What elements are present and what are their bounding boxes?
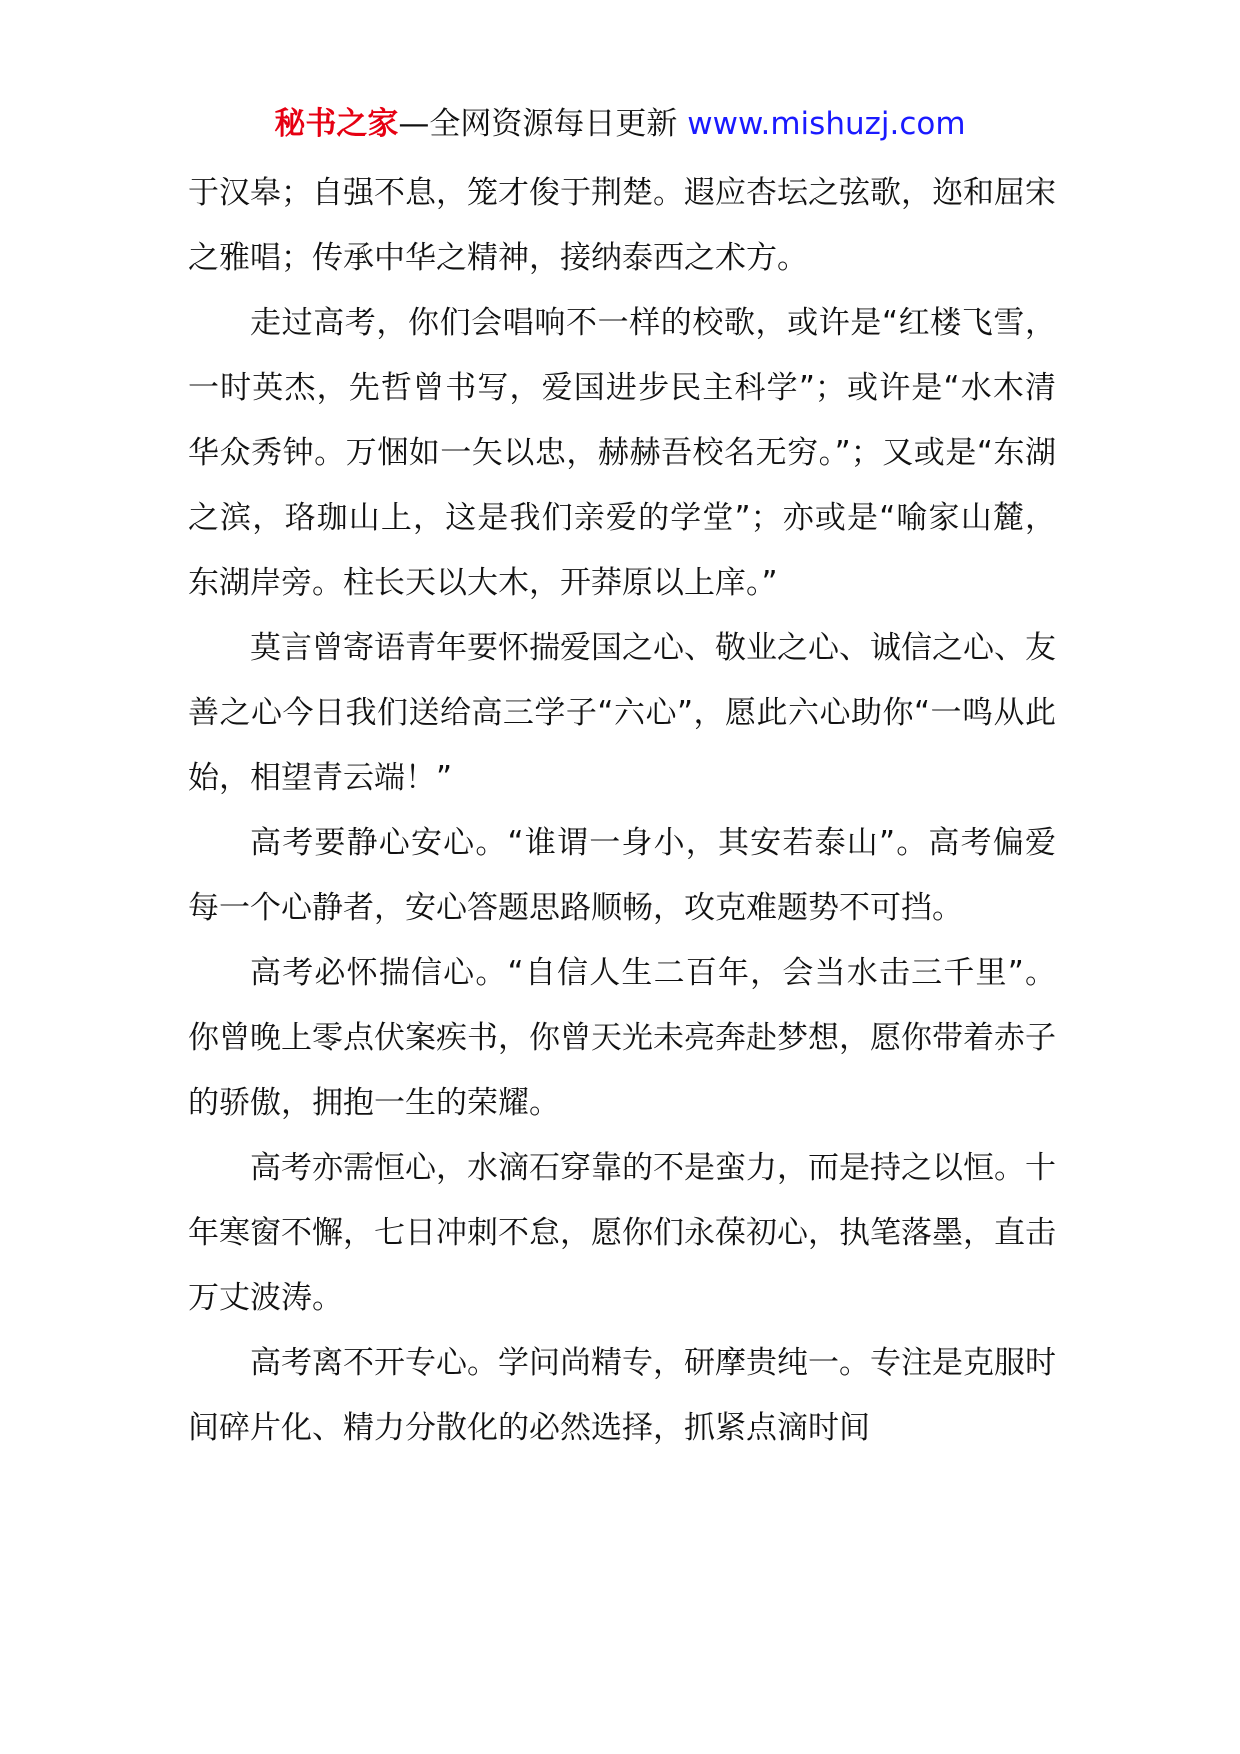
paragraph-perseverance: 高考亦需恒心，水滴石穿靠的不是蛮力，而是持之以恒。十年寒窗不懈，七日冲刺不怠，愿你们永葆初心，执笔落墨，直击万丈波涛。 xyxy=(188,1150,1056,1316)
paragraph-focus: 高考离不开专心。学问尚精专，研摩贵纯一。专注是克服时间碎片化、精力分散化的必然选择，抓紧点滴时间 xyxy=(188,1345,1056,1446)
paragraph-calm-heart: 高考要静心安心。“谁谓一身小，其安若泰山”。高考偏爱每一个心静者，安心答题思路顺畅，攻克难题势不可挡。 xyxy=(188,825,1056,926)
brand-name: 秘书之家 xyxy=(274,106,399,142)
page-header xyxy=(0,98,1240,150)
paragraph-confidence: 高考必怀揣信心。“自信人生二百年，会当水击三千里”。你曾晚上零点伏案疾书，你曾天光未亮奔赴梦想，愿你带着赤子的骄傲，拥抱一生的荣耀。 xyxy=(188,955,1056,1121)
paragraph-school-songs: 走过高考，你们会唱响不一样的校歌，或许是“红楼飞雪，一时英杰，先哲曾书写，爱国进步民主科学”；或许是“水木清华众秀钟。万悃如一矢以忠，赫赫吾校名无穷。”；又或是“东湖之滨，珞珈山上，这是我们亲爱的学堂”；亦或是“喻家山麓，东湖岸旁。柱长天以大木，开莽原以上庠。” xyxy=(188,305,1056,601)
paragraph-continued: 于汉皋；自强不息，笼才俊于荆楚。遐应杏坛之弦歌，迩和屈宋之雅唱；传承中华之精神，接纳泰西之术方。 xyxy=(188,175,1056,276)
paragraph-six-hearts: 莫言曾寄语青年要怀揣爱国之心、敬业之心、诚信之心、友善之心今日我们送给高三学子“六心”，愿此六心助你“一鸣从此始，相望青云端！” xyxy=(188,630,1056,796)
document-body xyxy=(188,161,1056,1461)
header-tagline: —全网资源每日更新 xyxy=(398,106,678,142)
site-url-link[interactable]: www.mishuzj.com xyxy=(687,106,966,142)
